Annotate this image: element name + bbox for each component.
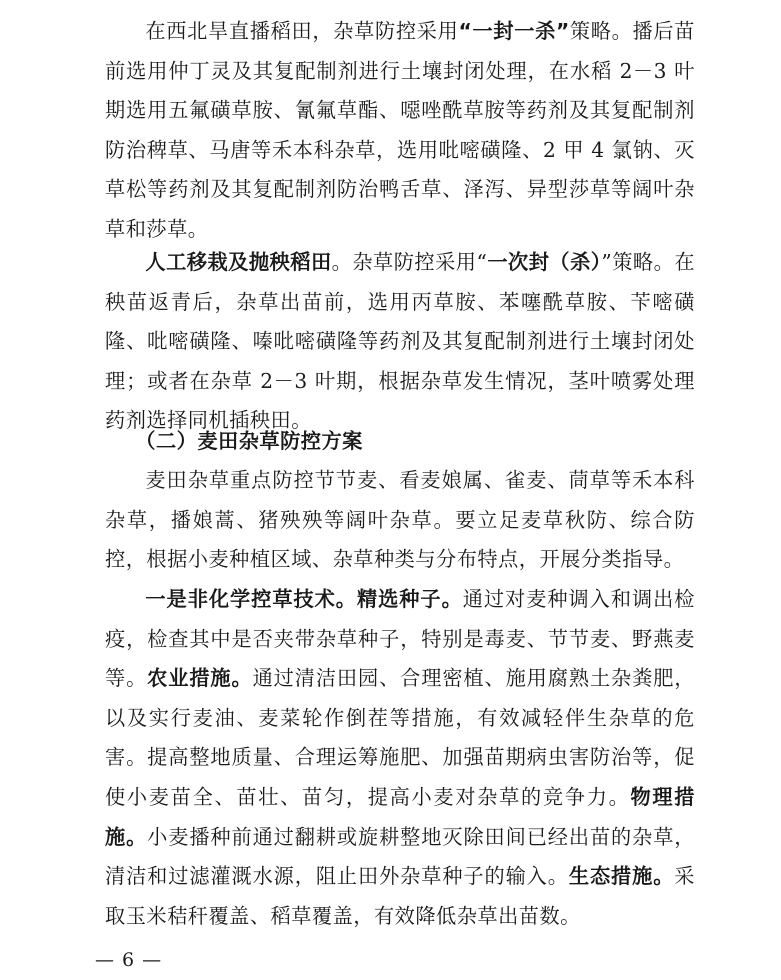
strategy-emphasis: “一封一杀” — [458, 19, 570, 43]
paragraph-direct-seeding-rice — [105, 12, 695, 250]
subheading-emphasis: 人工移栽及抛秧稻田 — [145, 250, 332, 274]
paragraph-transplanted-rice — [105, 243, 695, 441]
paragraph-text: 一是非化学控草技术。精选种子。通过对麦种调入和调出检疫，检查其中是否夹带杂草种子，特别是毒麦、节节麦、野燕麦等。农业措施。通过清洁田园、合理密植、施用腐熟土杂粪肥，以及实行麦油、麦菜轮作倒茬等措施，有效减轻伴生杂草的危害。提高整地质量、合理运筹施肥、加强苗期病虫害防治等，促使小麦苗全、苗壮、苗匀，提高小麦对杂草的竞争力。物理措施。小麦播种前通过翻耕或旋耕整地灭除田间已经出苗的杂草，清洁和过滤灌溉水源，阻止田外杂草种子的输入。生态措施。采取玉米秸秆覆盖、稻草覆盖，有效降低杂草出苗数。 — [105, 587, 695, 928]
subheading-emphasis: 物理措施。 — [105, 784, 695, 849]
paragraph-wheat-weeds-overview — [105, 461, 695, 580]
section-heading-wheat — [105, 422, 695, 462]
subheading-emphasis: 精选种子。 — [356, 587, 463, 611]
subheading-emphasis: 一是非化学控草技术。 — [145, 587, 357, 611]
paragraph-text: 在西北旱直播稻田，杂草防控采用“一封一杀”策略。播后苗前选用仲丁灵及其复配制剂进行土壤封闭处理，在水稻 2－3 叶期选用五氟磺草胺、氰氟草酯、噁唑酰草胺等药剂及其复配制剂防治稗草、马唐等禾本科杂草，选用吡嘧磺隆、2 甲 4 氯钠、灭草松等药剂及其复配制剂防治鸭舌草、泽泻、异型莎草等阔叶杂草和莎草。 — [105, 19, 695, 241]
paragraph-text: 人工移栽及抛秧稻田。杂草防控采用“一次封（杀）”策略。在秧苗返青后，杂草出苗前，选用丙草胺、苯噻酰草胺、苄嘧磺隆、吡嘧磺隆、嗪吡嘧磺隆等药剂及其复配制剂进行土壤封闭处理；或者在杂草 2－3 叶期，根据杂草发生情况，茎叶喷雾处理药剂选择同机插秧田。 — [105, 250, 696, 433]
paragraph-non-chemical-control — [105, 580, 695, 936]
paragraph-text: 麦田杂草重点防控节节麦、看麦娘属、雀麦、茼草等禾本科杂草，播娘蒿、猪殃殃等阔叶杂草。要立足麦草秋防、综合防控，根据小麦种植区域、杂草种类与分布特点，开展分类指导。 — [105, 468, 695, 572]
strategy-emphasis: 一次封（杀） — [487, 250, 602, 274]
subheading-emphasis: 生态措施。 — [568, 864, 675, 889]
subheading-emphasis: 农业措施。 — [147, 666, 253, 691]
section-heading-text: （二）麦田杂草防控方案 — [135, 429, 363, 453]
page-number: — 6 — — [95, 949, 163, 971]
